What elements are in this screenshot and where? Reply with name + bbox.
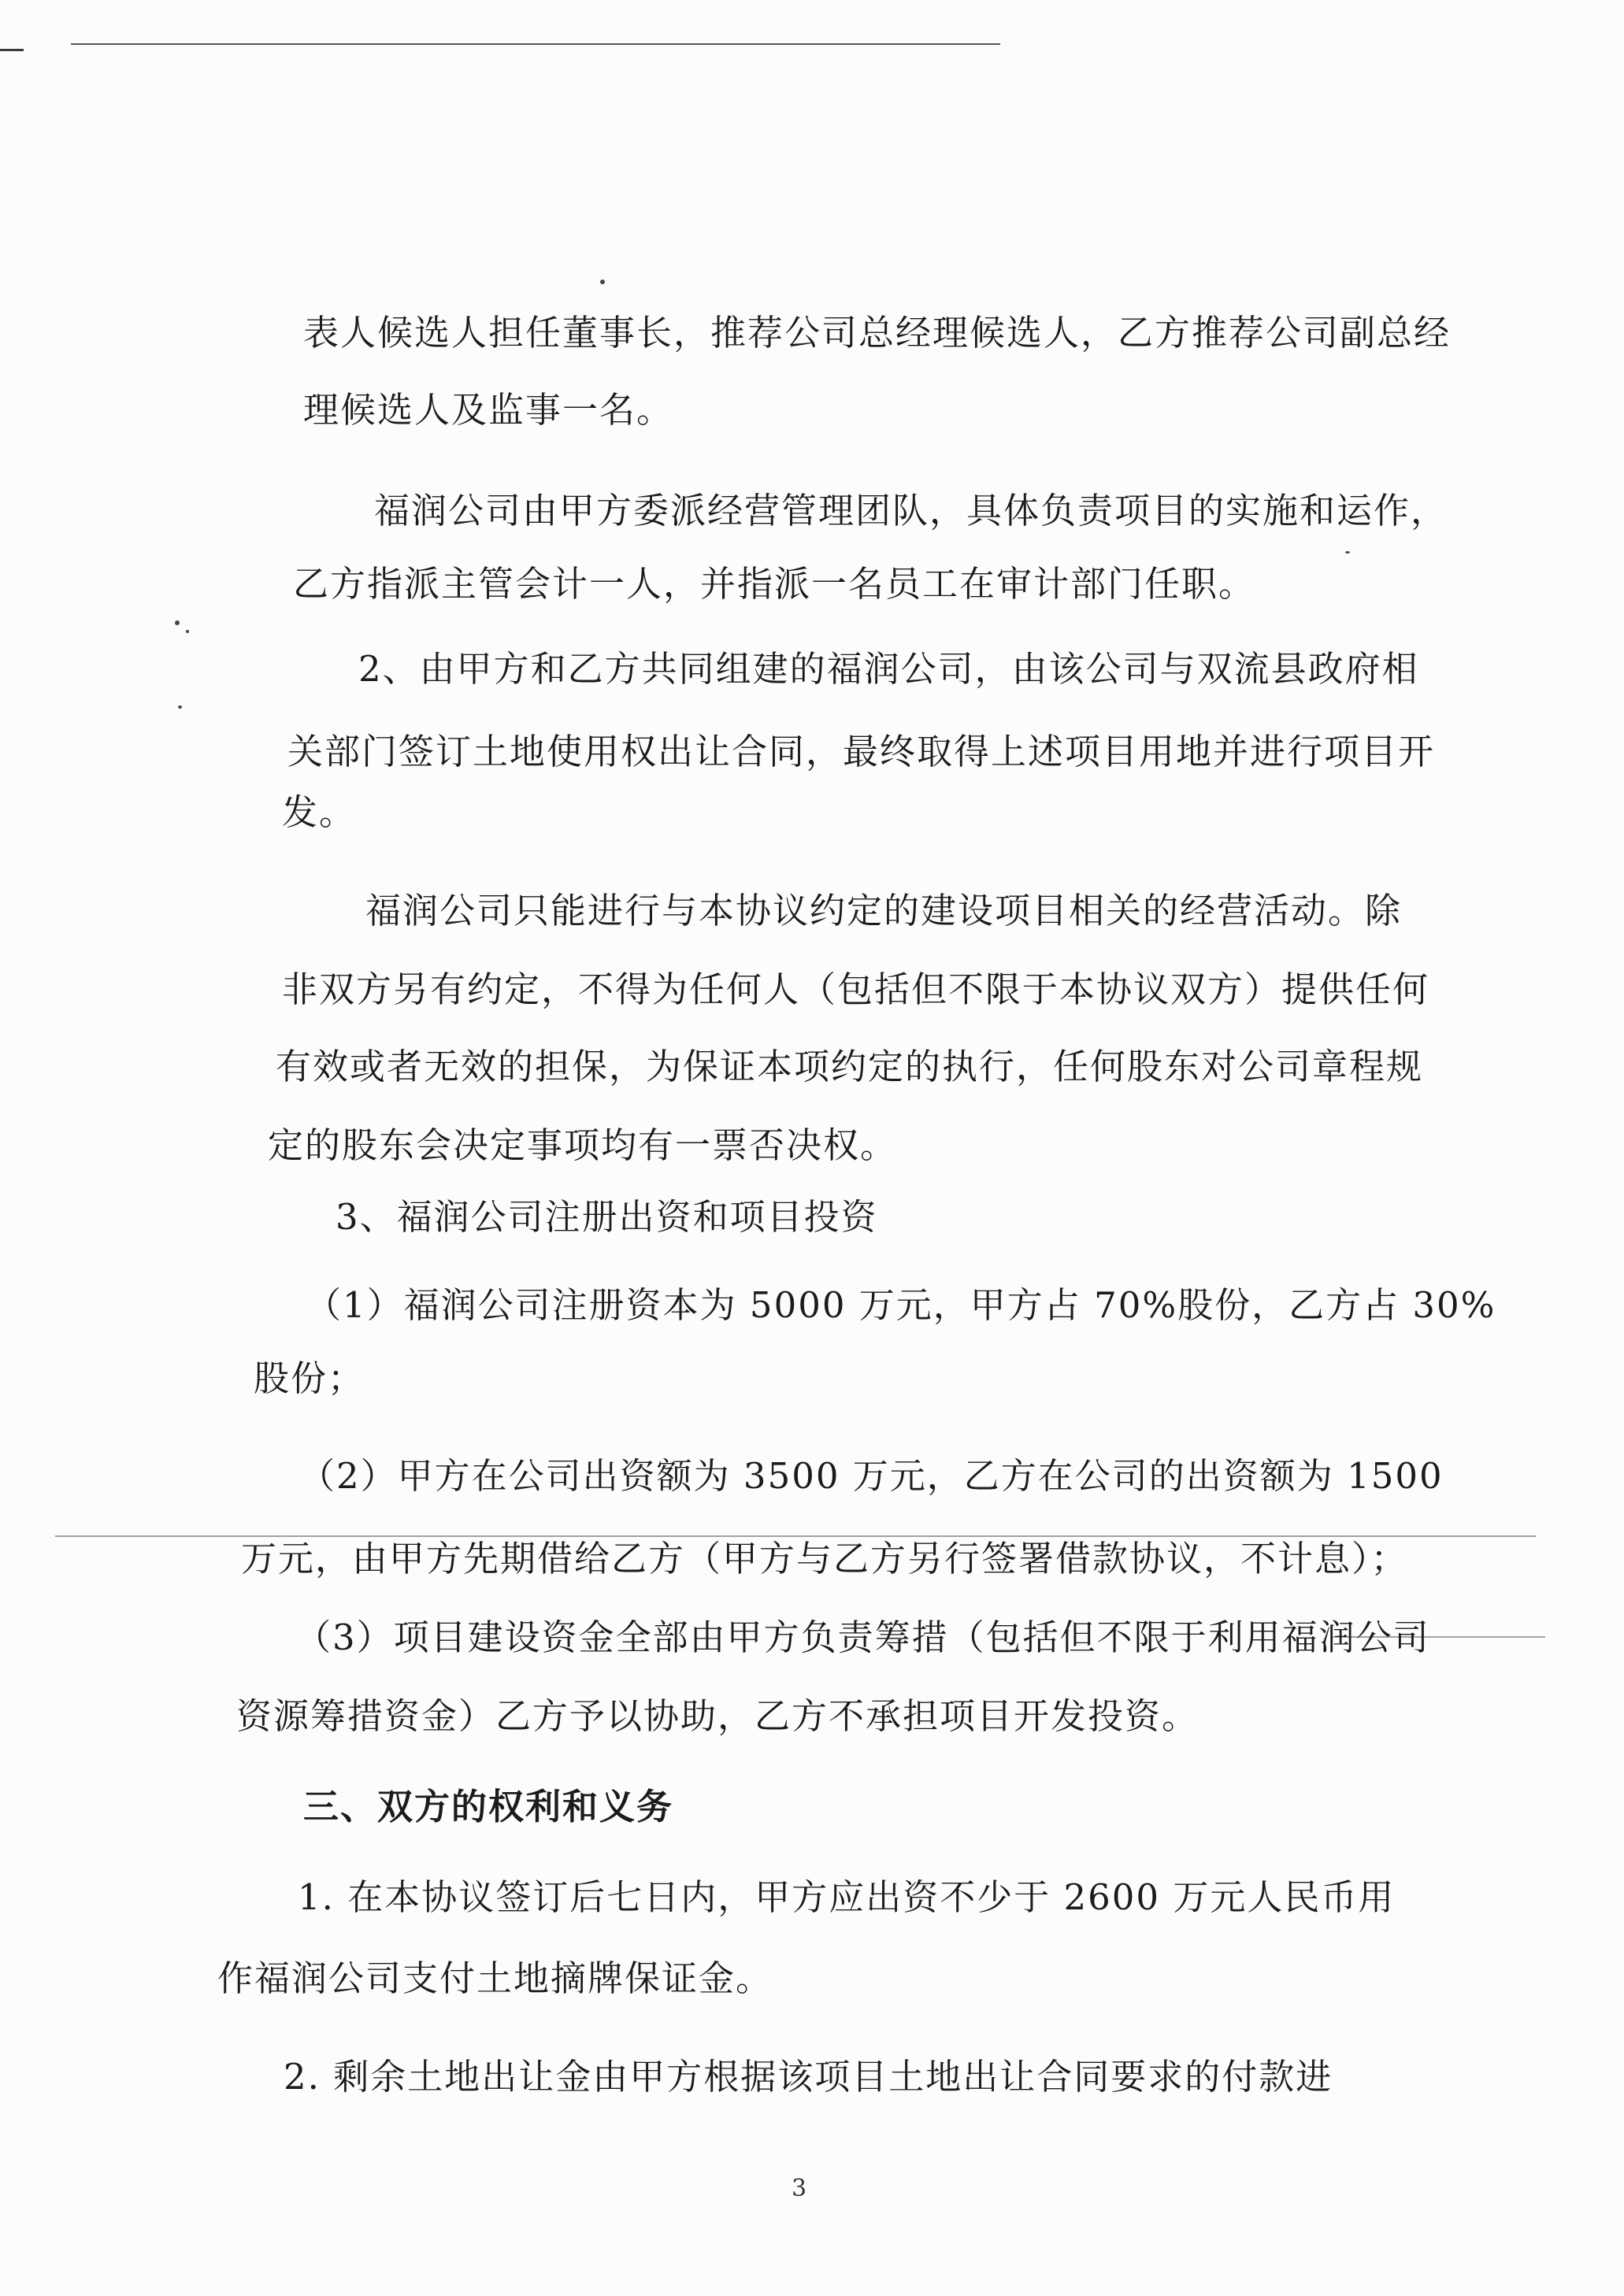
scan-edge-mark: [0, 49, 24, 51]
text-line: 发。: [282, 791, 357, 833]
scan-speck: [600, 280, 605, 284]
text-line: 有效或者无效的担保，为保证本项约定的执行，任何股东对公司章程规: [276, 1046, 1424, 1087]
text-line: 福润公司由甲方委派经营管理团队，具体负责项目的实施和运作，: [374, 490, 1448, 531]
text-line: 福润公司只能进行与本协议约定的建设项目相关的经营活动。除: [365, 890, 1403, 931]
page-number: 3: [792, 2175, 807, 2202]
text-line: 资源筹措资金）乙方予以协助，乙方不承担项目开发投资。: [236, 1695, 1199, 1737]
text-line: 关部门签订土地使用权出让合同，最终取得上述项目用地并进行项目开: [287, 731, 1436, 772]
scan-speck: [186, 630, 189, 633]
text-line: 乙方指派主管会计一人，并指派一名员工在审计部门任职。: [293, 563, 1256, 605]
text-line: 万元，由甲方先期借给乙方（甲方与乙方另行签署借款协议，不计息）；: [241, 1538, 1408, 1579]
text-line: 2. 剩余土地出让金由甲方根据该项目土地出让合同要求的付款进: [284, 2056, 1333, 2098]
scan-speck: [1345, 551, 1350, 554]
text-line: （2）甲方在公司出资额为 3500 万元，乙方在公司的出资额为 1500: [299, 1455, 1444, 1497]
text-line: （1）福润公司注册资本为 5000 万元，甲方占 70%股份，乙方占 30%: [306, 1284, 1496, 1326]
text-line: 非双方另有约定，不得为任何人（包括但不限于本协议双方）提供任何: [282, 968, 1430, 1010]
text-line: 理候选人及监事一名。: [303, 389, 674, 431]
text-line: 2、由甲方和乙方共同组建的福润公司，由该公司与双流县政府相: [358, 648, 1419, 690]
scan-speck: [175, 620, 180, 625]
section-heading: 3、福润公司注册出资和项目投资: [336, 1196, 878, 1238]
section-heading: 三、双方的权利和义务: [303, 1786, 674, 1828]
text-line: 定的股东会决定事项均有一票否决权。: [268, 1124, 898, 1166]
text-line: 股份；: [254, 1357, 365, 1399]
scan-top-rule: [71, 43, 1000, 45]
text-line: 表人候选人担任董事长，推荐公司总经理候选人，乙方推荐公司副总经: [303, 312, 1452, 354]
text-line: 1. 在本协议签订后七日内，甲方应出资不少于 2600 万元人民币用: [298, 1876, 1396, 1918]
text-line: （3）项目建设资金全部由甲方负责筹措（包括但不限于利用福润公司: [295, 1616, 1430, 1658]
scan-speck: [178, 705, 182, 709]
text-line: 作福润公司支付土地摘牌保证金。: [217, 1957, 773, 1999]
